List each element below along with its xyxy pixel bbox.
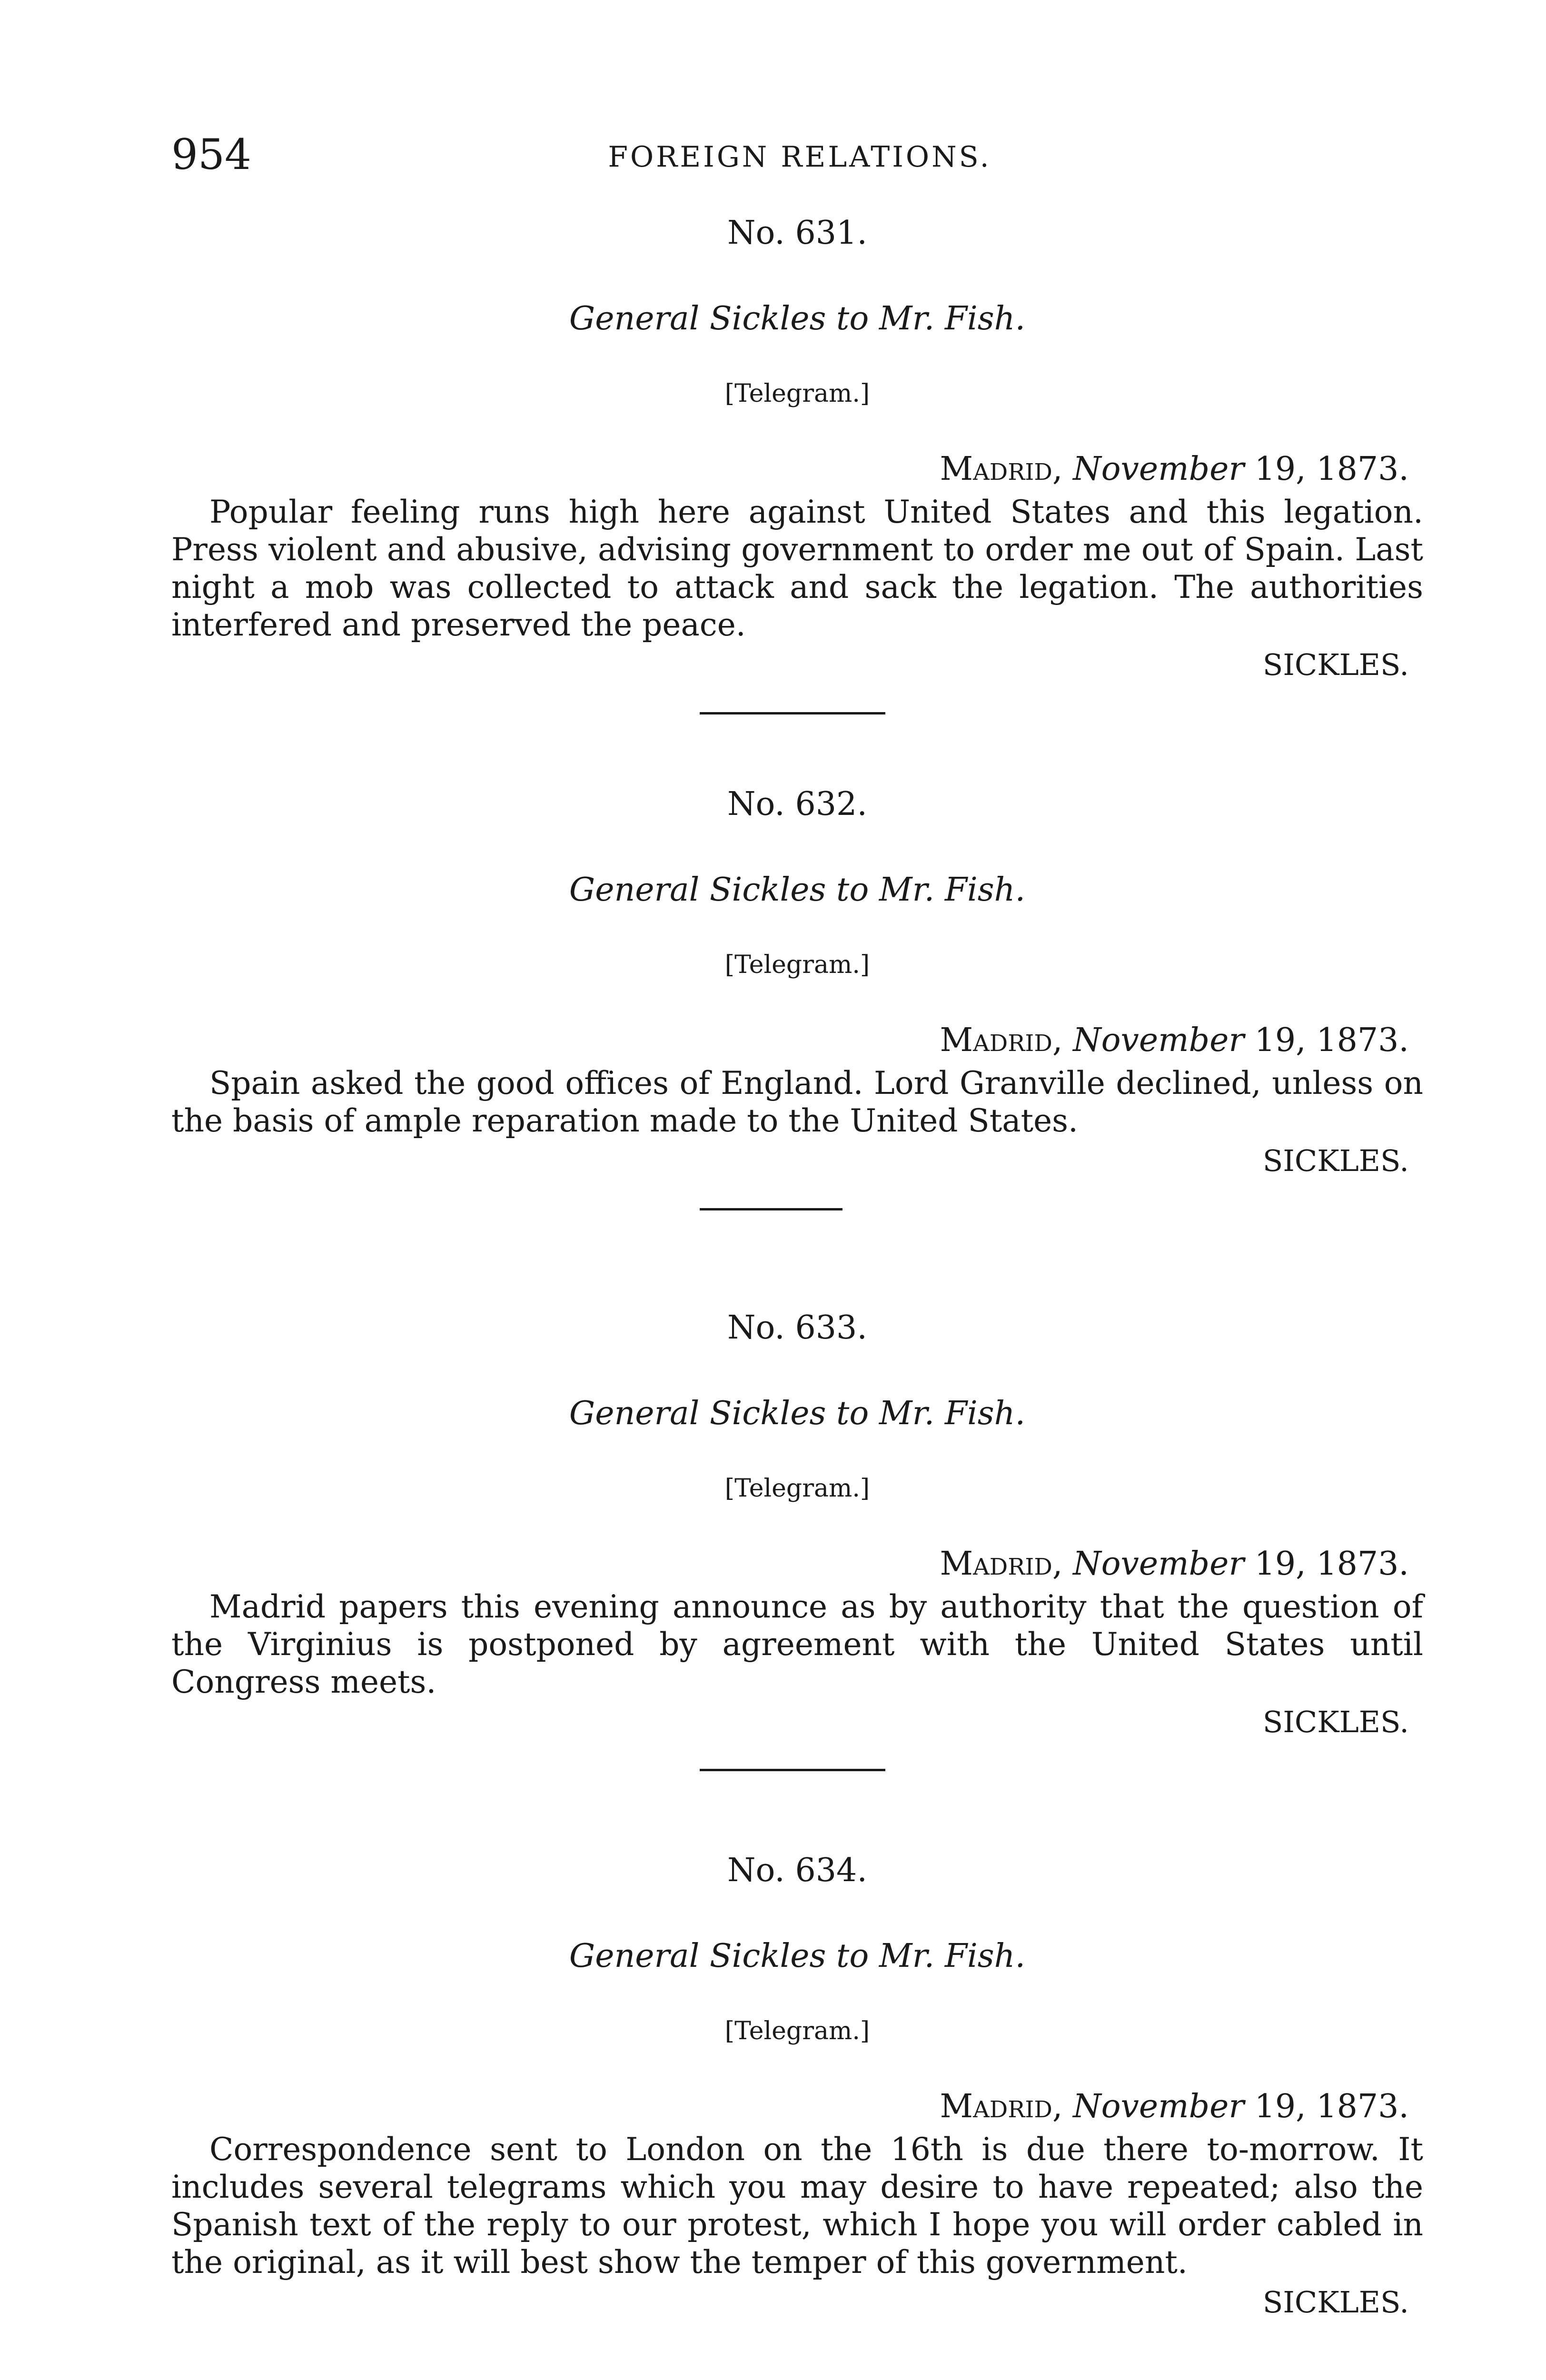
signature: SICKLES. bbox=[1262, 2285, 1409, 2320]
document-title: General Sickles to Mr. Fish. bbox=[569, 871, 1026, 909]
document-number: No. 634. bbox=[727, 1852, 867, 1889]
document-body: Popular feeling runs high here against United States and this legation. Press violent and abusive, advising government to order me out of Spain. Last night a mob was collected to attack and sack the legation. The authorities interfered and preserved the peace. bbox=[171, 494, 1423, 643]
page-number: 954 bbox=[171, 130, 251, 179]
document-kind: [Telegram.] bbox=[724, 951, 870, 979]
document-634 bbox=[171, 1847, 1423, 2324]
dateline-month: November bbox=[1073, 450, 1244, 488]
document-633 bbox=[171, 1304, 1423, 1744]
document-title: General Sickles to Mr. Fish. bbox=[569, 1937, 1026, 1975]
dateline-day-year: 19, 1873. bbox=[1254, 450, 1409, 488]
dateline-month: November bbox=[1073, 2088, 1244, 2125]
document-body: Spain asked the good offices of England. Lord Granville declined, unless on the basis of ample reparation made to the United States. bbox=[171, 1065, 1423, 1139]
signature: SICKLES. bbox=[1262, 647, 1409, 682]
dateline-place: Madrid, bbox=[940, 1021, 1063, 1059]
dateline bbox=[171, 1540, 1423, 1588]
document-kind: [Telegram.] bbox=[724, 1474, 870, 1503]
dateline-place: Madrid, bbox=[940, 1545, 1063, 1583]
section-divider bbox=[700, 712, 885, 714]
document-body: Correspondence sent to London on the 16th is due there to-morrow. It includes several telegrams which you may desire to have repeated; also the Spanish text of the reply to our protest, which I hope you will order cabled in the original, as it will best show the temper of this government. bbox=[171, 2131, 1423, 2281]
document-631 bbox=[171, 209, 1423, 686]
document-632 bbox=[171, 781, 1423, 1182]
signature: SICKLES. bbox=[1262, 1143, 1409, 1178]
document-title: General Sickles to Mr. Fish. bbox=[569, 1395, 1026, 1432]
document-number: No. 633. bbox=[727, 1309, 867, 1347]
dateline bbox=[171, 1017, 1423, 1064]
dateline-month: November bbox=[1073, 1021, 1244, 1059]
section-divider bbox=[700, 1208, 842, 1210]
document-body: Madrid papers this evening announce as by authority that the question of the Virginius is postponed by agreement with the United States until Congress meets. bbox=[171, 1588, 1423, 1700]
section-divider bbox=[700, 1769, 885, 1771]
dateline-month: November bbox=[1073, 1545, 1244, 1583]
document-title: General Sickles to Mr. Fish. bbox=[569, 300, 1026, 337]
document-kind: [Telegram.] bbox=[724, 379, 870, 408]
signature: SICKLES. bbox=[1262, 1705, 1409, 1739]
document-number: No. 631. bbox=[727, 214, 867, 252]
running-head: FOREIGN RELATIONS. bbox=[608, 140, 991, 174]
dateline bbox=[171, 2083, 1423, 2131]
dateline-place: Madrid, bbox=[940, 450, 1063, 488]
dateline-place: Madrid, bbox=[940, 2088, 1063, 2125]
dateline-day-year: 19, 1873. bbox=[1254, 1545, 1409, 1583]
page-header bbox=[171, 129, 1428, 181]
dateline-day-year: 19, 1873. bbox=[1254, 2088, 1409, 2125]
document-number: No. 632. bbox=[727, 785, 867, 823]
dateline bbox=[171, 446, 1423, 493]
dateline-day-year: 19, 1873. bbox=[1254, 1021, 1409, 1059]
document-kind: [Telegram.] bbox=[724, 2017, 870, 2045]
